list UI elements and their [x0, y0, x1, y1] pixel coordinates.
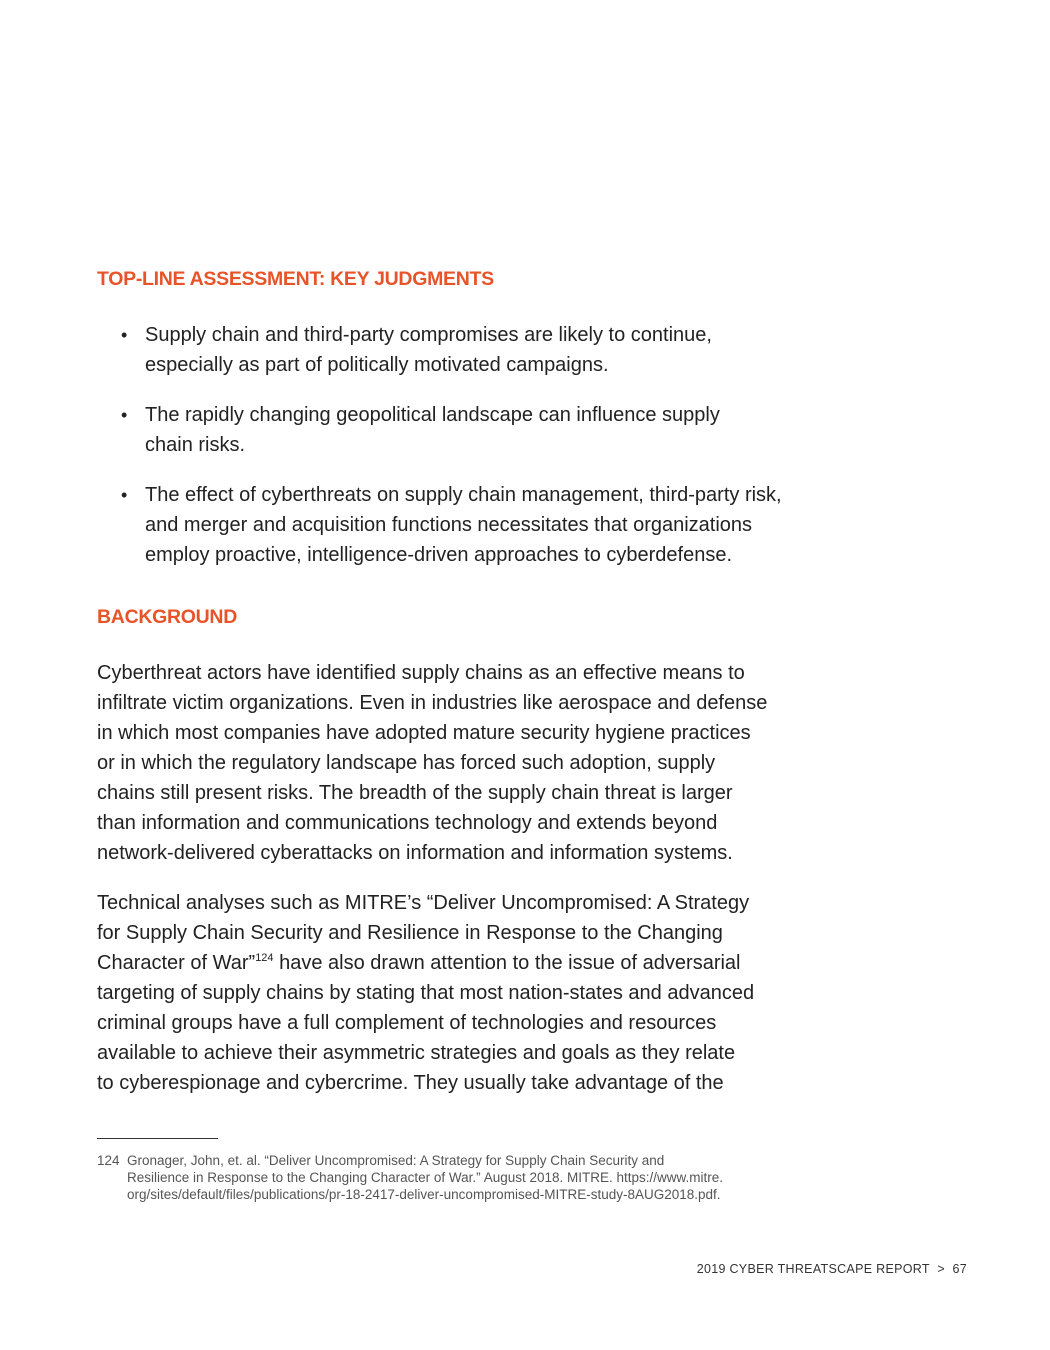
text-line	[97, 948, 754, 978]
text-line: Technical analyses such as MITRE’s “Deliver Uncompromised: A Strategy	[97, 892, 750, 914]
bullet-icon: •	[121, 485, 128, 505]
text-line: to cyberespionage and cybercrime. They usually take advantage of the	[97, 1072, 724, 1094]
text-line: especially as part of politically motivated campaigns.	[145, 354, 609, 376]
footnote-line: Gronager, John, et. al. “Deliver Uncompromised: A Strategy for Supply Chain Security and	[127, 1153, 665, 1168]
text-line: chain risks.	[145, 434, 246, 456]
footnote-line: org/sites/default/files/publications/pr-18-2417-deliver-uncompromised-MITRE-study-8AUG2018.pdf.	[127, 1187, 721, 1202]
text-line: criminal groups have a full complement of technologies and resources	[97, 1012, 717, 1034]
page-number: 67	[952, 1262, 967, 1276]
text-line: than information and communications technology and extends beyond	[97, 812, 718, 834]
text-line: targeting of supply chains by stating that most nation-states and advanced	[97, 982, 755, 1004]
footnote-reference[interactable]: 124	[255, 952, 274, 964]
key-judgments-heading: TOP-LINE ASSESSMENT: KEY JUDGMENTS	[97, 268, 494, 290]
separator-icon: >	[937, 1262, 945, 1276]
bullet-icon: •	[121, 325, 128, 345]
text-line: or in which the regulatory landscape has forced such adoption, supply	[97, 752, 716, 774]
text-line: network-delivered cyberattacks on information and information systems.	[97, 842, 733, 864]
background-heading: BACKGROUND	[97, 606, 237, 628]
footnote-line: Resilience in Response to the Changing Character of War.” August 2018. MITRE. https://www.mitre.	[127, 1170, 724, 1185]
text-line: and merger and acquisition functions necessitates that organizations	[145, 514, 753, 536]
text-line: available to achieve their asymmetric strategies and goals as they relate	[97, 1042, 736, 1064]
text-line: employ proactive, intelligence-driven approaches to cyberdefense.	[145, 544, 733, 566]
text-line: The effect of cyberthreats on supply chain management, third-party risk,	[145, 484, 782, 506]
text-line: The rapidly changing geopolitical landscape can influence supply	[145, 404, 720, 426]
text-fragment: have also drawn attention to the issue of adversarial	[273, 952, 741, 974]
list-item	[97, 400, 782, 460]
list-item	[97, 480, 782, 570]
key-judgments-list	[97, 320, 782, 590]
text-line: chains still present risks. The breadth of the supply chain threat is larger	[97, 782, 733, 804]
text-line: for Supply Chain Security and Resilience in Response to the Changing	[97, 922, 723, 944]
list-item	[97, 320, 782, 380]
text-line: infiltrate victim organizations. Even in industries like aerospace and defense	[97, 692, 768, 714]
background-paragraph-1	[97, 658, 767, 868]
footnote	[97, 1152, 723, 1203]
report-title: 2019 CYBER THREATSCAPE REPORT	[696, 1262, 930, 1276]
footnote-divider	[97, 1138, 218, 1139]
text-line: in which most companies have adopted mature security hygiene practices	[97, 722, 751, 744]
background-paragraph-2	[97, 888, 754, 1098]
bullet-icon: •	[121, 405, 128, 425]
text-line: Supply chain and third-party compromises are likely to continue,	[145, 324, 712, 346]
text-line: Cyberthreat actors have identified supply chains as an effective means to	[97, 662, 745, 684]
footnote-number: 124	[97, 1153, 120, 1168]
text-fragment: Character of War”	[97, 952, 256, 974]
page-footer	[697, 1262, 967, 1276]
